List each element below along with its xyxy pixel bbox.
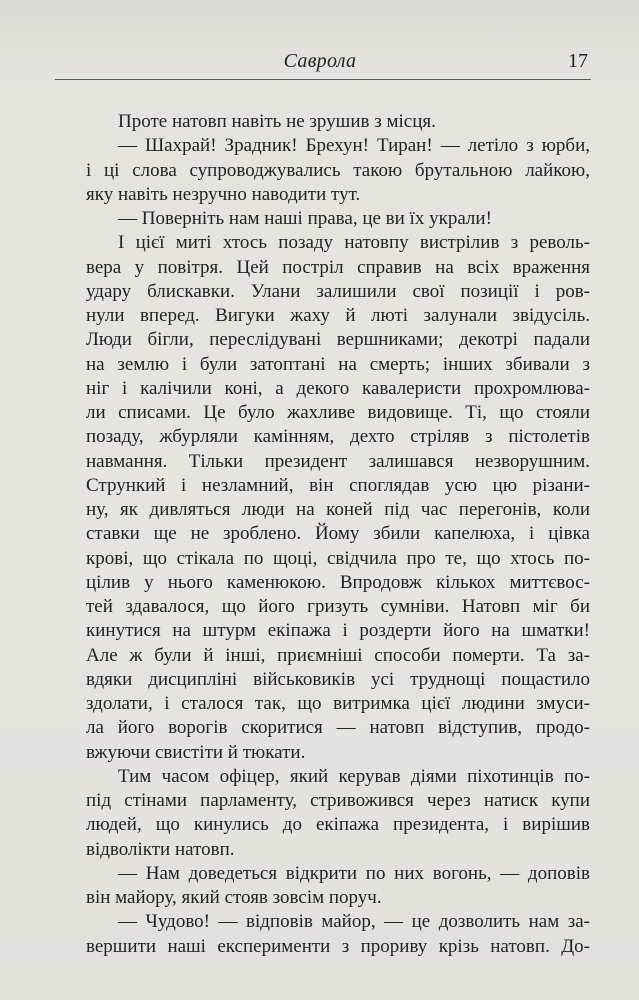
- text-line: цілив у нього каменюкою. Впродовж кількох миттєвос-: [86, 571, 590, 593]
- text-line: ли списами. Це було жахливе видовище. Ті, що стояли: [86, 402, 590, 423]
- text-line: ла його ворогів скоритися — натовп відступив, продо-: [86, 717, 590, 739]
- text-line: навмання. Тільки президент залишався незворушним.: [86, 450, 590, 472]
- text-line: ставки ще не зроблено. Йому збили капелюха, і цівка: [86, 523, 590, 545]
- text-line: відволікти натовп.: [86, 838, 235, 860]
- running-title: Саврола: [283, 50, 357, 72]
- text-line: Але ж були й інші, приємніші способи померти. Та за-: [86, 644, 590, 666]
- text-line: вершити наші експерименти з прориву крізь натовп. До-: [86, 935, 590, 957]
- text-line: вжуючи свистіти й тюкати.: [86, 741, 306, 763]
- text-line: вдяки дисципліні військовиків усі труднощі пощастило: [86, 668, 590, 690]
- text-line: крові, що стікала по щоці, свідчила про те, що хтось по-: [86, 547, 590, 569]
- text-line: і ці слова супроводжувались такою брутальною лайкою,: [86, 159, 590, 181]
- text-line: позаду, жбурляли камінням, дехто стріляв з пістолетів: [86, 426, 590, 448]
- text-line: Тим часом офіцер, який керував діями піхотинців по-: [118, 765, 590, 787]
- text-line: Стрункий і незламний, він споглядав усю цю різани-: [86, 474, 590, 496]
- text-line: нули вперед. Вигуки жаху й люті залунали звідусіль.: [86, 305, 590, 326]
- body-text: [86, 0, 590, 1000]
- text-line: Люди бігли, переслідувані вершниками; декотрі падали: [86, 329, 590, 351]
- text-line: кинутися на штурм екіпажа і роздерти його на шматки!: [86, 620, 590, 642]
- text-line: вера у повітря. Цей постріл справив на всіх враження: [86, 256, 590, 278]
- text-line: ніг і калічили коні, а декого кавалеристи прохромлюва-: [86, 377, 590, 399]
- text-line: він майору, який стояв зовсім поруч.: [86, 887, 382, 908]
- text-line: людей, що кинулись до екіпажа президента, і вирішив: [86, 814, 590, 836]
- text-line: І цієї миті хтось позаду натовпу вистрілив з револь-: [118, 232, 590, 254]
- text-line: ну, як дивляться люди на коней під час перегонів, коли: [86, 499, 590, 520]
- page-number: 17: [568, 50, 588, 72]
- text-line: — Поверніть нам наші права, це ви їх украли!: [118, 208, 492, 229]
- text-line: Проте натовп навіть не зрушив з місця.: [118, 111, 436, 132]
- text-line: на землю і були затоптані на смерть; інших збивали з: [86, 353, 590, 375]
- text-line: здолати, і сталося так, що витримка цієї людини змуси-: [86, 693, 590, 714]
- text-line: яку навіть незручно наводити тут.: [86, 183, 361, 205]
- text-line: — Нам доведеться відкрити по них вогонь, — доповів: [118, 862, 590, 884]
- text-line: — Чудово! — відповів майор, — це дозволить нам за-: [118, 911, 590, 933]
- text-line: під стінами парламенту, стривожився через натиск купи: [86, 790, 590, 811]
- text-line: удару блискавки. Улани залишили свої позиції і ров-: [86, 280, 590, 302]
- text-line: — Шахрай! Зрадник! Брехун! Тиран! — летіло з юрби,: [118, 135, 590, 157]
- text-line: тей здавалося, що його гризуть сумніви. Натовп міг би: [86, 596, 590, 617]
